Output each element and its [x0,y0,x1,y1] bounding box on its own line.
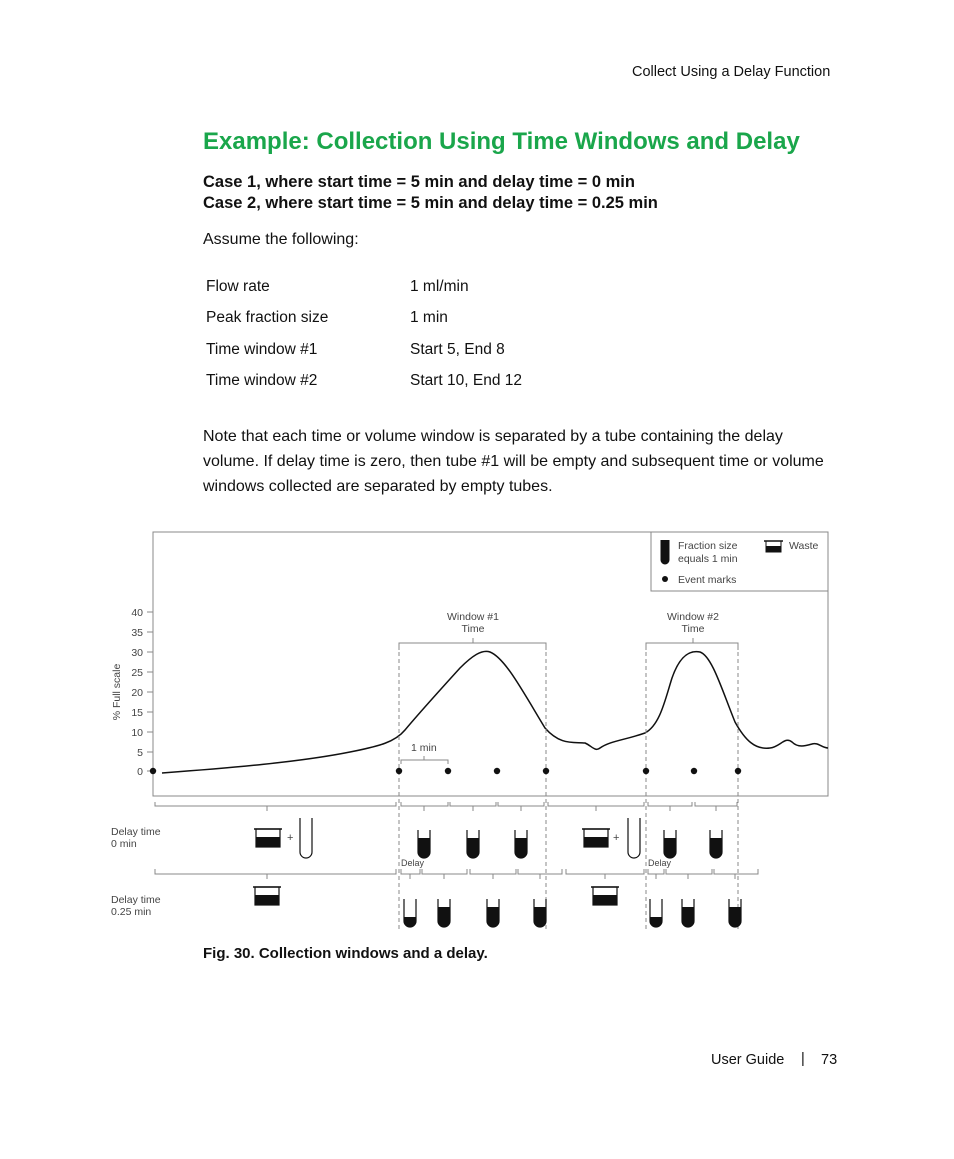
chromatogram-trace [162,651,828,773]
row-1-braces [155,802,737,811]
running-header: Collect Using a Delay Function [632,64,831,80]
figure-caption: Fig. 30. Collection windows and a delay. [203,945,488,962]
empty-tube-icon [300,818,312,858]
intro-text: Assume the following: [203,231,359,248]
y-tick-label: 5 [137,747,143,759]
waste-icon [253,887,281,905]
y-tick-label: 15 [131,707,143,719]
legend-event-marks-label: Event marks [678,574,737,586]
one-min-bracket [401,756,448,764]
window-boundary-lines [399,645,738,930]
full-tube-icon [487,899,499,927]
footer-separator: | [801,1051,805,1067]
window-2-bracket [646,638,738,650]
param-value: Start 5, End 8 [410,341,505,358]
y-tick-label: 30 [131,647,143,659]
full-tube-icon [534,899,546,927]
note-paragraph: Note that each time or volume window is separated by a tube containing the delay volume. If delay time is zero, then tube #1 will be empty and subsequent time or volume windows collected are separated by empty tubes. [203,428,824,495]
event-mark [691,768,697,774]
window-1-sublabel: Time [461,623,485,635]
plus-sign: + [613,832,620,844]
param-value: 1 ml/min [410,278,469,295]
param-name: Flow rate [206,278,270,295]
event-mark [396,768,402,774]
waste-icon [582,829,610,847]
y-tick-label: 10 [131,727,143,739]
param-value: Start 10, End 12 [410,372,523,389]
page-number: 73 [821,1052,838,1068]
y-tick-label: 0 [137,766,143,778]
waste-icon [591,887,619,905]
full-tube-icon [418,830,430,858]
param-value: 1 min [410,309,448,326]
event-mark [543,768,549,774]
y-tick-label: 40 [131,607,143,619]
delay-label: Delay [401,858,425,868]
full-tube-icon [664,830,676,858]
row-1-label-line1: Delay time [111,826,161,838]
delay-label: Delay [648,858,672,868]
legend-waste-label: Waste [789,540,819,552]
case-1-heading: Case 1, where start time = 5 min and delay time = 0 min [203,173,635,191]
event-mark [150,768,156,774]
event-mark [494,768,500,774]
one-min-label: 1 min [411,742,437,754]
param-name: Time window #2 [206,372,318,389]
window-1-bracket [399,638,546,650]
full-tube-icon [729,899,741,927]
row-2-braces [155,869,758,879]
event-mark [445,768,451,774]
y-tick-label: 25 [131,667,143,679]
full-tube-icon [515,830,527,858]
event-mark-icon [662,576,668,582]
event-mark [735,768,741,774]
window-1-label: Window #1 [447,611,499,623]
y-axis [111,607,153,778]
event-marks [150,768,741,774]
y-axis-label: % Full scale [111,663,123,721]
partial-tube-icon [404,899,416,927]
event-mark [643,768,649,774]
param-name: Peak fraction size [206,309,329,326]
legend-fraction-line1: Fraction size [678,540,738,552]
window-2-label: Window #2 [667,611,719,623]
plus-sign: + [287,832,294,844]
partial-tube-icon [650,899,662,927]
full-tube-icon [682,899,694,927]
empty-tube-icon [628,818,640,858]
footer-label: User Guide [711,1052,785,1068]
row-2-label-line1: Delay time [111,894,161,906]
row-1-label-line2: 0 min [111,838,137,850]
fraction-tube-icon [661,540,669,564]
case-2-heading: Case 2, where start time = 5 min and delay time = 0.25 min [203,194,658,212]
row-2-label-line2: 0.25 min [111,906,152,918]
legend-fraction-line2: equals 1 min [678,553,738,565]
param-name: Time window #1 [206,341,318,358]
window-2-sublabel: Time [681,623,705,635]
full-tube-icon [438,899,450,927]
y-tick-label: 35 [131,627,143,639]
full-tube-icon [710,830,722,858]
y-tick-label: 20 [131,687,143,699]
full-tube-icon [467,830,479,858]
section-title: Example: Collection Using Time Windows and Delay [203,128,800,155]
waste-icon [254,829,282,847]
legend [651,532,828,591]
